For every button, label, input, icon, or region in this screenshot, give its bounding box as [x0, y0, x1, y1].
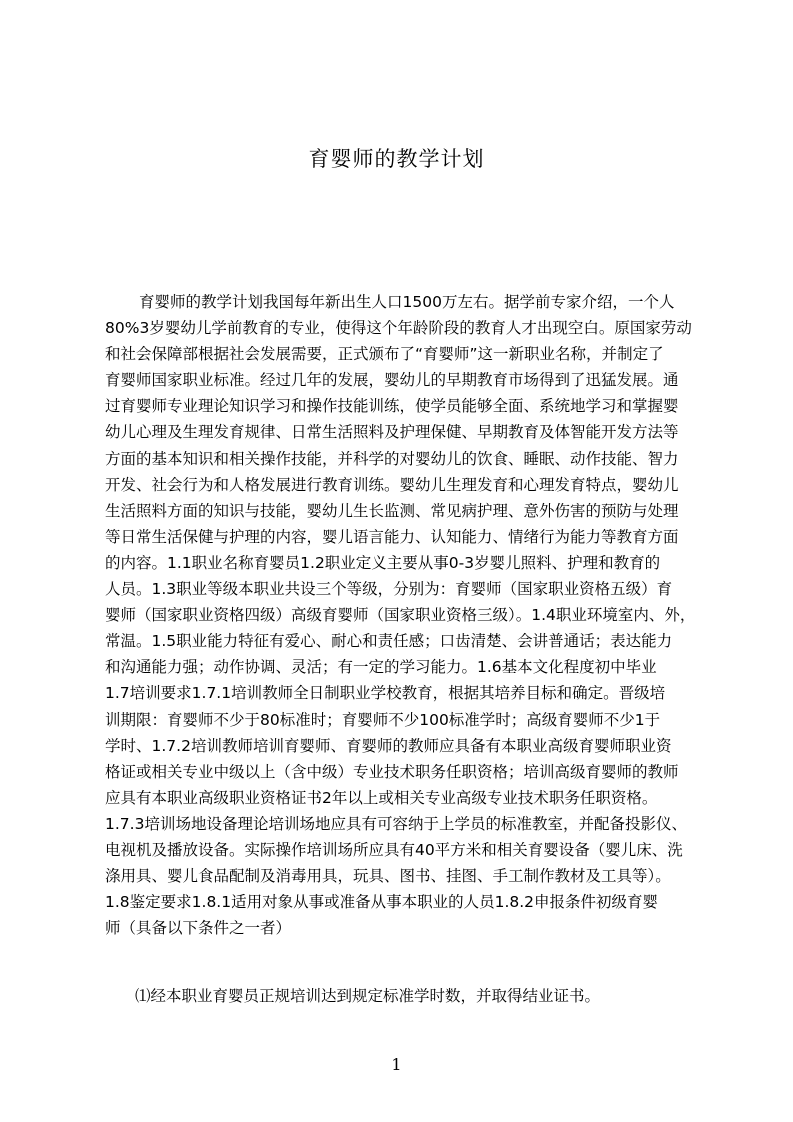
paragraph-line: 方面的基本知识和相关操作技能，并科学的对婴幼儿的饮食、睡眠、动作技能、智力	[105, 449, 679, 468]
paragraph-line: 涤用具、婴儿食品配制及消毒用具，玩具、图书、挂图、手工制作教材及工具等）。	[105, 867, 671, 886]
paragraph-line: 的内容。1.1职业名称育婴员1.2职业定义主要从事0-3岁婴儿照料、护理和教育的	[105, 553, 661, 572]
paragraph-line: 开发、社会行为和人格发展进行教育训练。婴幼儿生理发育和心理发育特点，婴幼儿	[105, 475, 679, 494]
document-title: 育婴师的教学计划	[308, 147, 485, 171]
paragraph-line: 育婴师的教学计划我国每年新出生人口1500万左右。据学前专家介绍，一个人	[139, 293, 675, 311]
paragraph-line: 和社会保障部根据社会发展需要，正式颁布了“育婴师”这一新职业名称，并制定了	[105, 345, 664, 364]
paragraph-line: 和沟通能力强；动作协调、灵活；有一定的学习能力。1.6基本文化程度初中毕业	[105, 658, 657, 677]
paragraph-line: 格证或相关专业中级以上（含中级）专业技术职务任职资格；培训高级育婴师的教师	[105, 762, 679, 781]
paragraph-line: 学时、1.7.2培训教师培训育婴师、育婴师的教师应具备有本职业高级育婴师职业资	[105, 736, 672, 755]
paragraph-line: 常温。1.5职业能力特征有爱心、耐心和责任感；口齿清楚、会讲普通话；表达能力	[105, 632, 673, 651]
paragraph-line: 电视机及播放设备。实际操作培训场所应具有40平方米和相关育婴设备（婴儿床、洗	[105, 840, 683, 859]
list-item: ⑴经本职业育婴员正规培训达到规定标准学时数，并取得结业证书。	[135, 987, 601, 1005]
body-paragraph	[105, 289, 697, 941]
paragraph-line: 育婴师国家职业标准。经过几年的发展，婴幼儿的早期教育市场得到了迅猛发展。通	[105, 371, 679, 390]
paragraph-line: 训期限：育婴师不少于80标准时；育婴师不少100标准学时；高级育婴师不少1于	[105, 710, 661, 729]
paragraph-line: 婴师（国家职业资格四级）高级育婴师（国家职业资格三级）。1.4职业环境室内、外，	[105, 606, 696, 625]
paragraph-line: 1.7培训要求1.7.1培训教师全日制职业学校教育，根据其培养目标和确定。晋级培	[105, 684, 666, 703]
paragraph-line: 幼儿心理及生理发育规律、日常生活照料及护理保健、早期教育及体智能开发方法等	[105, 423, 679, 442]
paragraph-line: 1.7.3培训场地设备理论培训场地应具有可容纳于上学员的标准教室，并配备投影仪、	[105, 814, 687, 833]
paragraph-line: 过育婴师专业理论知识学习和操作技能训练，使学员能够全面、系统地学习和掌握婴	[105, 397, 679, 416]
paragraph-line: 师（具备以下条件之一者）	[105, 919, 292, 938]
paragraph-line: 应具有本职业高级职业资格证书2年以上或相关专业高级专业技术职务任职资格。	[105, 788, 658, 807]
paragraph-line: 人员。1.3职业等级本职业共设三个等级，分别为：育婴师（国家职业资格五级）育	[105, 580, 673, 599]
paragraph-line: 80%3岁婴幼儿学前教育的专业，使得这个年龄阶段的教育人才出现空白。原国家劳动	[105, 319, 692, 338]
paragraph-line: 等日常生活保健与护理的内容，婴儿语言能力、认知能力、情绪行为能力等教育方面	[105, 527, 679, 546]
paragraph-line: 生活照料方面的知识与技能，婴幼儿生长监测、常见病护理、意外伤害的预防与处理	[105, 501, 679, 520]
paragraph-line: 1.8鉴定要求1.8.1适用对象从事或准备从事本职业的人员1.8.2申报条件初级育婴	[105, 893, 659, 912]
page-number: 1	[391, 1055, 402, 1074]
